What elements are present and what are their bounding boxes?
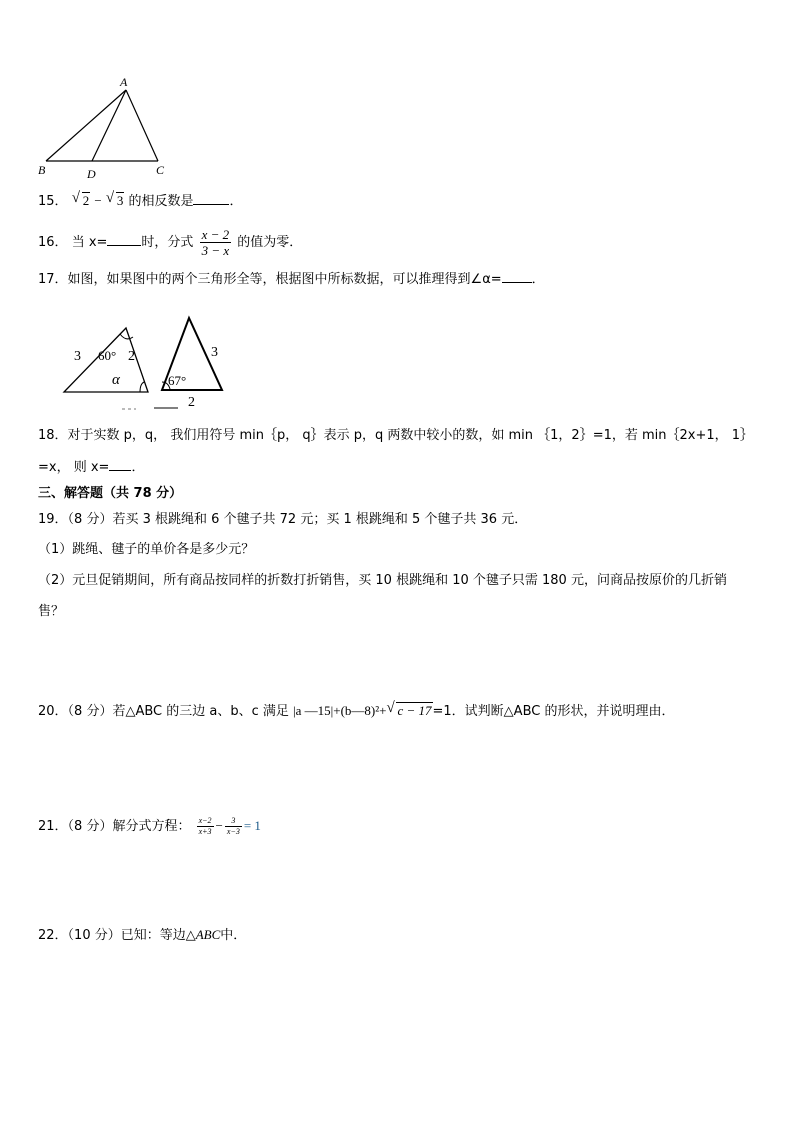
answer-blank <box>193 203 229 205</box>
fraction-denominator: 3 − x <box>201 243 230 258</box>
tri2-angle-67: 67° <box>168 373 187 388</box>
triangle-symbol: △ABC <box>185 927 221 942</box>
question-19 <box>38 513 527 526</box>
label-a: A <box>120 75 128 89</box>
tri2-side-right: 3 <box>211 345 218 360</box>
equals-one: = 1 <box>243 818 261 833</box>
angle-arc-60 <box>120 334 133 339</box>
end-text: 中． <box>220 928 247 943</box>
fraction-2-denominator: x−3 <box>226 827 240 836</box>
tri1-side-left: 3 <box>74 349 81 364</box>
fraction-1-denominator: x+3 <box>198 827 212 836</box>
question-number: 22． <box>38 928 68 943</box>
fraction <box>200 228 232 257</box>
question-19-part2-line2: 售？ <box>38 604 65 619</box>
question-18-line2 <box>38 461 144 474</box>
question-text: （10 分）已知：等边 <box>67 928 186 943</box>
question-19-part2-line1: （2）元旦促销期间，所有商品按同样的折数打折销售，买 10 根跳绳和 10 个毽子只需 180 元，问商品按原价的几折销 <box>38 573 727 588</box>
question-text-2: =1．试判断△ABC 的形状，并说明理由． <box>432 704 675 719</box>
sqrt-3: √ 3 <box>105 190 124 208</box>
fraction-1 <box>197 817 214 836</box>
angle-arc-alpha <box>140 382 144 392</box>
label-d: D <box>87 167 96 180</box>
answer-blank <box>502 281 532 283</box>
segment-ad <box>92 90 126 161</box>
question-text-1: （8 分）若△ABC 的三边 a、b、c 满足 <box>67 704 289 719</box>
question-text: （8 分）解分式方程： <box>67 819 191 834</box>
period: ． <box>131 460 145 475</box>
label-b: B <box>38 163 46 177</box>
question-text-2: 时，分式 <box>141 235 194 250</box>
sqrt-expression: √ c − 17 <box>386 700 432 718</box>
tri1-side-right: 2 <box>128 349 135 364</box>
fraction-1-numerator: x−2 <box>198 816 212 825</box>
tri2-side-bottom: 2 <box>188 395 195 410</box>
side-ab <box>46 90 126 161</box>
minus-sign: − <box>94 193 102 208</box>
tri1-angle-alpha: α <box>112 372 120 388</box>
fraction-2 <box>225 817 242 836</box>
answer-blank <box>107 244 141 246</box>
question-number: 18． <box>38 428 68 443</box>
section-title: 三、解答题（共 78 分） <box>38 486 183 501</box>
question-number: 15． <box>38 194 68 209</box>
question-22 <box>38 928 246 942</box>
question-number: 21． <box>38 819 68 834</box>
question-text-3: 的值为零． <box>237 235 303 250</box>
abs-expression: |a —15|+(b—8)²+ <box>293 703 387 718</box>
question-number: 19． <box>38 512 68 527</box>
two-triangles-figure <box>58 312 238 412</box>
side-ac <box>126 90 158 161</box>
question-number: 16． <box>38 235 68 250</box>
question-17 <box>38 273 545 286</box>
question-16 <box>38 228 302 257</box>
question-text: 如图，如果图中的两个三角形全等，根据图中所标数据，可以推理得到∠α= <box>67 272 502 287</box>
question-number: 20． <box>38 704 68 719</box>
question-18 <box>38 429 753 442</box>
fraction-2-numerator: 3 <box>225 817 242 827</box>
tri1-angle-60: 60° <box>98 348 117 363</box>
minus-sign: − <box>215 818 223 833</box>
question-text: （8 分）若买 3 根跳绳和 6 个毽子共 72 元；买 1 根跳绳和 5 个毽子共 36 元． <box>67 512 528 527</box>
question-text-1: 当 x= <box>71 235 108 250</box>
answer-blank <box>109 469 131 471</box>
sqrt-2: √ 2 <box>71 190 90 208</box>
question-text-line2: =x， 则 x= <box>38 460 110 475</box>
question-number: 17． <box>38 272 68 287</box>
question-21 <box>38 817 261 836</box>
label-c: C <box>156 163 165 177</box>
question-19-part1: （1）跳绳、毽子的单价各是多少元？ <box>38 542 255 557</box>
question-15 <box>38 190 243 209</box>
question-text: 的相反数是 <box>128 194 194 209</box>
question-text-line1: 对于实数 p，q， 我们用符号 min｛p， q｝表示 p，q 两数中较小的数，如 min ｛1，2｝=1，若 min｛2x+1， 1｝ <box>67 428 754 443</box>
question-20 <box>38 700 675 719</box>
period: ． <box>531 272 545 287</box>
triangle-abc-figure <box>36 74 176 180</box>
period: ． <box>229 194 243 209</box>
fraction-numerator: x − 2 <box>201 227 230 242</box>
